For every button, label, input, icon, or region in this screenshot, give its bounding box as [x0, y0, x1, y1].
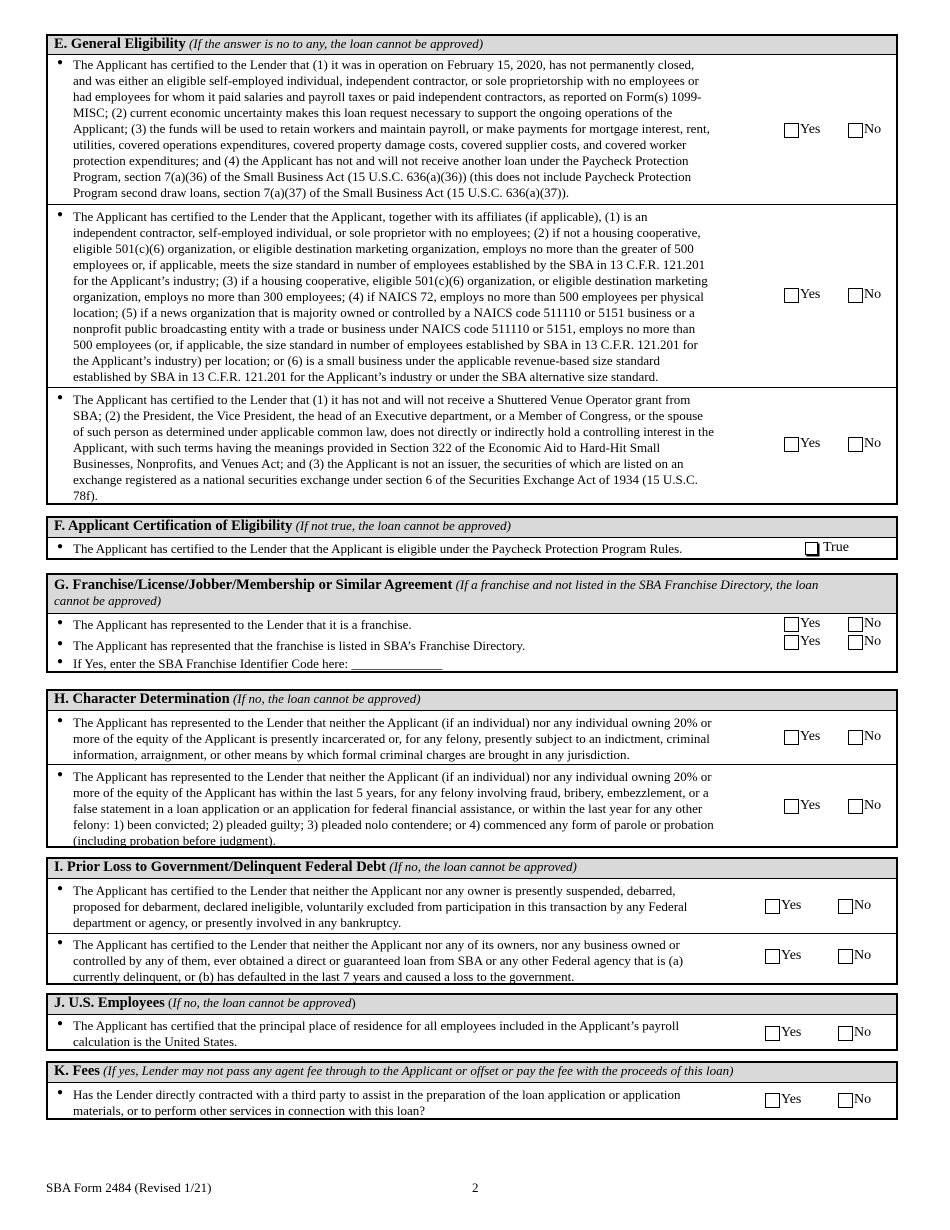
item-text: The Applicant has represented to the Lender that it is a franchise. — [73, 617, 412, 632]
bullet: ● — [57, 57, 64, 68]
bullet: ● — [57, 1018, 64, 1029]
section-f-item-1 — [48, 538, 896, 559]
checkbox-box[interactable] — [848, 730, 863, 745]
section-f-note: (If not true, the loan cannot be approved) — [295, 518, 511, 533]
section-k-note: (If yes, Lender may not pass any agent fee through to the Applicant or offset or pay the fee with the proceeds of this loan) — [103, 1063, 734, 1078]
checkbox-box[interactable] — [848, 635, 863, 650]
section-f — [46, 516, 898, 560]
yes-checkbox[interactable]: Yes — [784, 436, 820, 452]
yes-checkbox[interactable]: Yes — [784, 122, 820, 138]
no-checkbox[interactable]: No — [848, 798, 881, 814]
item-text: The Applicant has represented to the Lender that neither the Applicant (if an individual) nor any individual owning 20% or more of the equity of the Applicant has within the last 5 years, for any felony involving fraud, bribery, embezzlement, or a false statement in a loan application or an application for federal financial assistance, or within the last year for any other felony: 1) been convicted; 2) pleaded guilty; 3) pleaded nolo contendere; or 4) commenced any form of parole or probation (including probation before judgment). — [73, 769, 714, 848]
yes-checkbox[interactable]: Yes — [765, 948, 801, 964]
item-text: The Applicant has certified to the Lender that (1) it has not and will not receive a Shuttered Venue Operator grant from SBA; (2) the President, the Vice President, the head of an Executive department, or a Member of Congress, or the spouse of such person as determined under applicable common law, does not directly or indirectly hold a controlling interest in the Applicant, with such terms having the meanings provided in Section 322 of the Economic Aid to Hard-Hit Small Businesses, Nonprofits, and Venues Act; and (3) the Applicant is not an issuer, the securities of which are listed on an exchange registered as a national securities exchange under section 6 of the Securities Exchange Act of 1934 (15 U.S.C. 78f). — [73, 392, 715, 503]
bullet: ● — [57, 715, 64, 726]
section-e-item-3 — [48, 387, 896, 504]
checkbox-box[interactable] — [765, 1093, 780, 1108]
checkbox-box[interactable] — [784, 617, 799, 632]
checkbox-box[interactable] — [765, 949, 780, 964]
section-j-header: J. U.S. Employees (If no, the loan cannot be approved) — [48, 995, 896, 1015]
yes-checkbox[interactable]: Yes — [784, 729, 820, 745]
item-text: The Applicant has represented that the franchise is listed in SBA’s Franchise Directory. — [73, 638, 526, 653]
section-e-item-2 — [48, 204, 896, 387]
section-g-item-3 — [48, 654, 896, 674]
section-i-title: I. Prior Loss to Government/Delinquent Federal Debt — [54, 859, 386, 875]
item-text: The Applicant has certified to the Lender that neither the Applicant nor any of its owners, nor any business owned or controlled by any of them, ever obtained a direct or guaranteed loan from SBA or any other Federal agency that is (a) currently delinquent, or (b) has defaulted in the last 7 years and caused a loss to the government. — [73, 937, 684, 984]
section-g-note: (If a franchise and not listed in the SBA Franchise Directory, the loan — [455, 577, 819, 592]
section-h-note: (If no, the loan cannot be approved) — [232, 691, 421, 706]
no-checkbox[interactable]: No — [848, 122, 881, 138]
bullet: ● — [57, 883, 64, 894]
checkbox-box[interactable] — [784, 123, 799, 138]
section-e — [46, 34, 898, 505]
checkbox-box[interactable] — [765, 899, 780, 914]
checkbox-box[interactable] — [848, 799, 863, 814]
section-k — [46, 1061, 898, 1120]
checkbox-box[interactable] — [784, 437, 799, 452]
no-checkbox[interactable]: No — [848, 729, 881, 745]
section-i-note: (If no, the loan cannot be approved) — [389, 859, 577, 874]
checkbox-box[interactable] — [784, 799, 799, 814]
section-h-header — [48, 691, 896, 711]
section-h — [46, 689, 898, 848]
section-h-title: H. Character Determination — [54, 691, 230, 707]
item-text: The Applicant has certified to the Lender that (1) it was in operation on February 15, 2020, has not permanently closed, and was either an eligible self-employed individual, independent contractor, or sole proprietorship with no employees or had employees for whom it paid salaries and payroll taxes or paid independent contractors, as reported on Form(s) 1099- MISC; (2) current economic uncertainty makes this loan request necessary to support the ongoing operations of the Applicant; (3) the funds will be used to retain workers and maintain payroll, or make payments for mortgage interest, rent, utilities, covered operations expenditures, covered property damage costs, covered supplier costs, and covered worker protection expenditures; and (4) the Applicant has not and will not receive another loan under the Paycheck Protection Program, section 7(a)(36) of the Small Business Act (15 U.S.C. 636(a)(36)) (this does not include Paycheck Protection Program second draw loans, section 7(a)(37) of the Small Business Act (15 U.S.C. 636(a)(37)). — [73, 57, 710, 200]
checkbox-box[interactable] — [838, 1026, 853, 1041]
section-e-title: E. General Eligibility — [54, 36, 186, 52]
section-i — [46, 857, 898, 985]
checkbox-box[interactable] — [784, 635, 799, 650]
no-checkbox[interactable]: No — [838, 1025, 871, 1041]
checkbox-box[interactable] — [848, 288, 863, 303]
item-text: The Applicant has certified that the principal place of residence for all employees included in the Applicant’s payroll calculation is the United States. — [73, 1018, 680, 1049]
checkbox-box[interactable] — [765, 1026, 780, 1041]
checkbox-box[interactable] — [838, 1093, 853, 1108]
no-checkbox[interactable]: No — [848, 616, 881, 632]
section-k-header — [48, 1063, 896, 1083]
checkbox-box[interactable] — [848, 437, 863, 452]
section-k-title: K. Fees — [54, 1063, 100, 1079]
section-i-item-2 — [48, 933, 896, 986]
bullet: ● — [57, 392, 64, 403]
section-e-item-1 — [48, 55, 896, 204]
section-e-note: (If the answer is no to any, the loan cannot be approved) — [188, 36, 484, 51]
section-j — [46, 993, 898, 1051]
yes-checkbox[interactable]: Yes — [784, 798, 820, 814]
true-checkbox[interactable]: True — [805, 540, 849, 556]
yes-checkbox[interactable]: Yes — [765, 1025, 801, 1041]
section-j-item-1 — [48, 1015, 896, 1052]
page-number: 2 — [472, 1180, 479, 1195]
section-f-title: F. Applicant Certification of Eligibility — [54, 518, 293, 534]
bullet: ● — [57, 769, 64, 780]
checkbox-box[interactable] — [838, 899, 853, 914]
bullet: ● — [57, 937, 64, 948]
yes-checkbox[interactable]: Yes — [765, 898, 801, 914]
section-h-item-2 — [48, 764, 896, 848]
no-checkbox[interactable]: No — [848, 634, 881, 650]
section-j-note: If no, the loan cannot be approved — [172, 995, 352, 1010]
yes-checkbox[interactable]: Yes — [784, 287, 820, 303]
item-text: The Applicant has represented to the Lender that neither the Applicant (if an individual) nor any individual owning 20% or more of the equity of the Applicant is presently incarcerated or, for any felony, presently subject to an indictment, criminal information, arraignment, or other means by which formal criminal charges are brought in any jurisdiction. — [73, 715, 712, 762]
no-checkbox[interactable]: No — [838, 1092, 871, 1108]
section-g — [46, 573, 898, 673]
checkbox-box[interactable] — [848, 123, 863, 138]
section-j-title: J. U.S. Employees — [54, 995, 165, 1011]
no-checkbox[interactable]: No — [848, 287, 881, 303]
section-e-header — [48, 36, 896, 55]
yes-checkbox[interactable]: Yes — [784, 634, 820, 650]
section-g-item-1 — [48, 614, 896, 634]
section-g-header — [48, 575, 896, 614]
no-checkbox[interactable]: No — [848, 436, 881, 452]
item-text: Has the Lender directly contracted with a third party to assist in the preparation of the loan application or application materials, or to perform other services in connection with this loan? — [73, 1087, 681, 1118]
bullet: ● — [57, 541, 64, 552]
bullet: ● — [57, 209, 64, 220]
section-g-item-2 — [48, 634, 896, 654]
checkbox-box[interactable] — [838, 949, 853, 964]
yes-checkbox[interactable]: Yes — [784, 616, 820, 632]
bullet: ● — [57, 1087, 64, 1098]
yes-checkbox[interactable]: Yes — [765, 1092, 801, 1108]
section-f-header — [48, 518, 896, 538]
no-checkbox[interactable]: No — [838, 948, 871, 964]
bullet: ● — [57, 638, 64, 649]
section-i-item-1 — [48, 879, 896, 933]
checkbox-box[interactable] — [805, 542, 818, 555]
no-checkbox[interactable]: No — [838, 898, 871, 914]
item-text: The Applicant has certified to the Lender that neither the Applicant nor any owner is presently suspended, debarred, proposed for debarment, declared ineligible, voluntarily excluded from participation in this transaction by any Federal department or agency, or presently involved in any bankruptcy. — [73, 883, 688, 930]
checkbox-box[interactable] — [848, 617, 863, 632]
section-g-title: G. Franchise/License/Jobber/Membership or Similar Agreement — [54, 577, 453, 593]
checkbox-box[interactable] — [784, 288, 799, 303]
section-k-item-1 — [48, 1083, 896, 1121]
bullet: ● — [57, 617, 64, 628]
section-h-item-1 — [48, 711, 896, 764]
form-id: SBA Form 2484 (Revised 1/21) — [46, 1180, 212, 1195]
section-g-note-cont: cannot be approved) — [54, 593, 162, 608]
section-i-header — [48, 859, 896, 879]
bullet: ● — [57, 656, 64, 667]
checkbox-box[interactable] — [784, 730, 799, 745]
item-text: The Applicant has certified to the Lender that the Applicant, together with its affiliates (if applicable), (1) is an independent contractor, self-employed individual, or sole proprietor with no employees; (2) if not a housing cooperative, eligible 501(c)(6) organization, or eligible destination marketing organization, employs no more than the greater of 500 employees or, if applicable, meets the size standard in number of employees established by the SBA in 13 C.F.R. 121.201 for the Applicant’s industry; (3) if a housing cooperative, eligible 501(c)(6) organization, or eligible destination marketing organization, employs no more than 300 employees; (4) if NAICS 72, employs no more than 500 employees per physical location; (5) if a news organization that is majority owned or controlled by a NAICS code 511110 or 5151 business or a nonprofit public broadcasting entity with a trade or business under NAICS code 511110 or 5151, employs no more than 500 employees (or, if applicable, the size standard in number of employees established by SBA in 13 C.F.R. 121.201 for the Applicant’s industry) per location; or (6) is a small business under the applicable revenue-based size standard established by SBA in 13 C.F.R. 121.201 for the Applicant’s industry or under the SBA alternative size standard. — [73, 209, 708, 384]
item-text: If Yes, enter the SBA Franchise Identifier Code here: ______________ — [73, 656, 443, 671]
item-text: The Applicant has certified to the Lender that the Applicant is eligible under the Paycheck Protection Program Rules. — [73, 541, 683, 556]
